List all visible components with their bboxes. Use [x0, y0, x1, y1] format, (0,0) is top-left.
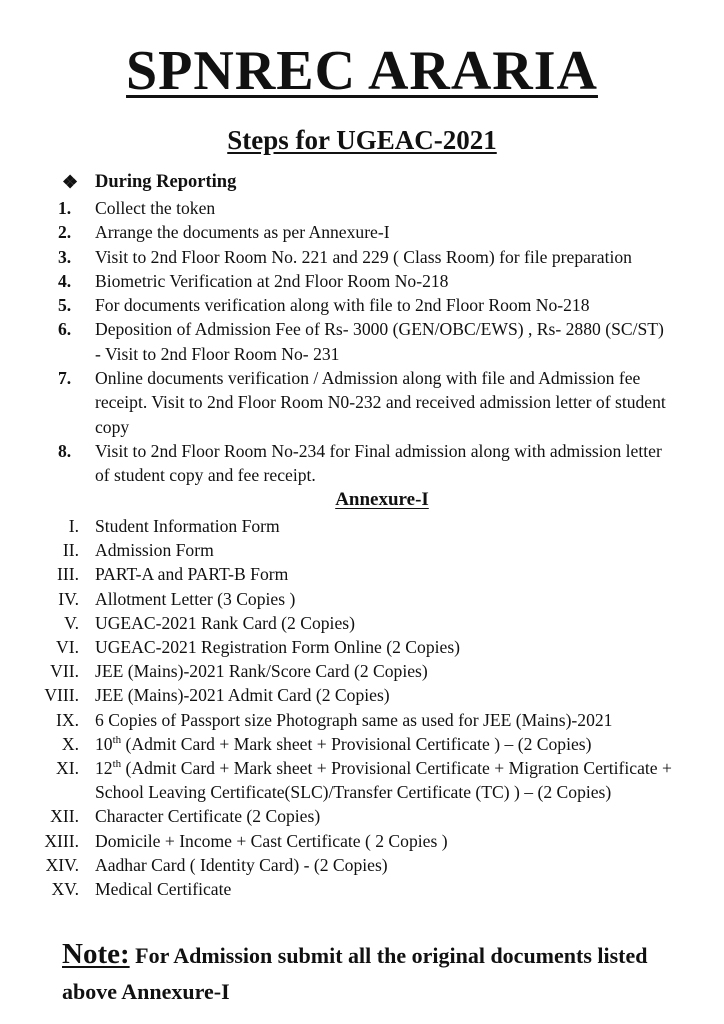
list-item [0, 732, 724, 756]
item-text: UGEAC-2021 Registration Form Online (2 Copies) [95, 637, 461, 658]
item-text: JEE (Mains)-2021 Admit Card (2 Copies) [95, 685, 390, 706]
step-text: Visit to 2nd Floor Room No-234 for Final admission along with admission letter of student copy and fee receipt. [95, 440, 662, 486]
item-number: XV. [51, 879, 79, 900]
step-text: Visit to 2nd Floor Room No. 221 and 229 ( Class Room) for file preparation [95, 246, 632, 267]
item-text: Aadhar Card ( Identity Card) - (2 Copies) [95, 854, 388, 875]
item-text: Allotment Letter (3 Copies ) [95, 588, 296, 609]
list-item [0, 366, 724, 439]
note-text: For Admission submit all the original documents listed above Annexure-I [62, 943, 648, 1004]
reporting-heading-label: During Reporting [95, 172, 237, 192]
item-number: X. [61, 733, 79, 754]
item-number: III. [57, 564, 79, 585]
step-number: 6. [58, 319, 72, 340]
list-item [0, 317, 724, 366]
step-number: 8. [58, 440, 72, 461]
list-item [0, 635, 724, 659]
item-text: 6 Copies of Passport size Photograph same as used for JEE (Mains)-2021 [95, 709, 613, 730]
step-number: 1. [58, 198, 72, 218]
annexure-list [0, 514, 724, 901]
step-text: Biometric Verification at 2nd Floor Room No-218 [95, 270, 449, 291]
list-item [0, 611, 724, 635]
list-item [0, 196, 724, 220]
item-number: VIII. [44, 685, 79, 706]
note-label: Note: [62, 938, 130, 970]
item-text: (Admit Card + Mark sheet + Provisional Certificate + Migration Certificate + School Leaving Certificate(SLC)/Transfer Certificate (TC) ) – (2 Copies) [95, 758, 672, 803]
step-number: 7. [58, 368, 72, 389]
item-number: XIII. [44, 830, 79, 851]
item-number: II. [62, 540, 79, 561]
ordinal-suffix: th [112, 733, 122, 746]
step-text: For documents verification along with file to 2nd Floor Room No-218 [95, 295, 590, 316]
item-number: V. [64, 612, 79, 633]
page-subtitle: Steps for UGEAC-2021 [227, 125, 497, 155]
step-number: 2. [58, 222, 72, 243]
list-item [0, 245, 724, 269]
diamond-bullet-icon: ❖ [62, 172, 79, 192]
item-number: VII. [50, 661, 79, 682]
item-text: Character Certificate (2 Copies) [95, 806, 321, 827]
item-text: (Admit Card + Mark sheet + Provisional Certificate ) – (2 Copies) [121, 733, 592, 754]
list-item [0, 853, 724, 877]
item-text: Domicile + Income + Cast Certificate ( 2 Copies ) [95, 830, 448, 851]
grade-number: 12 [95, 758, 113, 779]
item-text: Admission Form [95, 540, 214, 561]
annexure-title: Annexure-I [335, 489, 429, 510]
list-item [0, 514, 724, 538]
step-text: Deposition of Admission Fee of Rs- 3000 (GEN/OBC/EWS) , Rs- 2880 (SC/ST) - Visit to 2nd Floor Room No- 231 [95, 319, 664, 364]
ordinal-suffix: th [112, 758, 122, 771]
list-item [0, 439, 724, 488]
list-item [0, 877, 724, 901]
item-text: UGEAC-2021 Rank Card (2 Copies) [95, 612, 355, 633]
list-item [0, 683, 724, 707]
item-number: XII. [50, 806, 79, 827]
step-text: Collect the token [95, 198, 216, 218]
item-text: Student Information Form [95, 516, 280, 536]
step-text: Arrange the documents as per Annexure-I [95, 222, 390, 243]
list-item [0, 220, 724, 244]
list-item [0, 562, 724, 586]
step-number: 4. [58, 270, 72, 291]
list-item [0, 293, 724, 317]
item-text: PART-A and PART-B Form [95, 564, 289, 585]
item-number: XIV. [45, 854, 79, 875]
step-text: Online documents verification / Admission along with file and Admission fee receipt. Visit to 2nd Floor Room N0-232 and received admission letter of student copy [95, 368, 666, 437]
list-item [0, 269, 724, 293]
item-number: VI. [56, 637, 79, 658]
list-item [0, 659, 724, 683]
reporting-heading [62, 170, 236, 194]
step-number: 3. [58, 246, 72, 267]
list-item [0, 804, 724, 828]
item-text: Medical Certificate [95, 879, 232, 900]
reporting-steps-list [0, 196, 724, 488]
step-number: 5. [58, 295, 72, 316]
admission-note [62, 936, 682, 1010]
item-number: XI. [56, 758, 79, 779]
item-text: JEE (Mains)-2021 Rank/Score Card (2 Copies) [95, 661, 428, 682]
item-number: IV. [58, 588, 79, 609]
list-item [0, 538, 724, 562]
list-item [0, 708, 724, 732]
list-item [0, 587, 724, 611]
item-number: IX. [56, 709, 79, 730]
item-number: I. [68, 516, 79, 536]
list-item [0, 756, 724, 804]
page-title: SPNREC ARARIA [126, 40, 598, 102]
grade-number: 10 [95, 733, 113, 754]
list-item [0, 829, 724, 853]
